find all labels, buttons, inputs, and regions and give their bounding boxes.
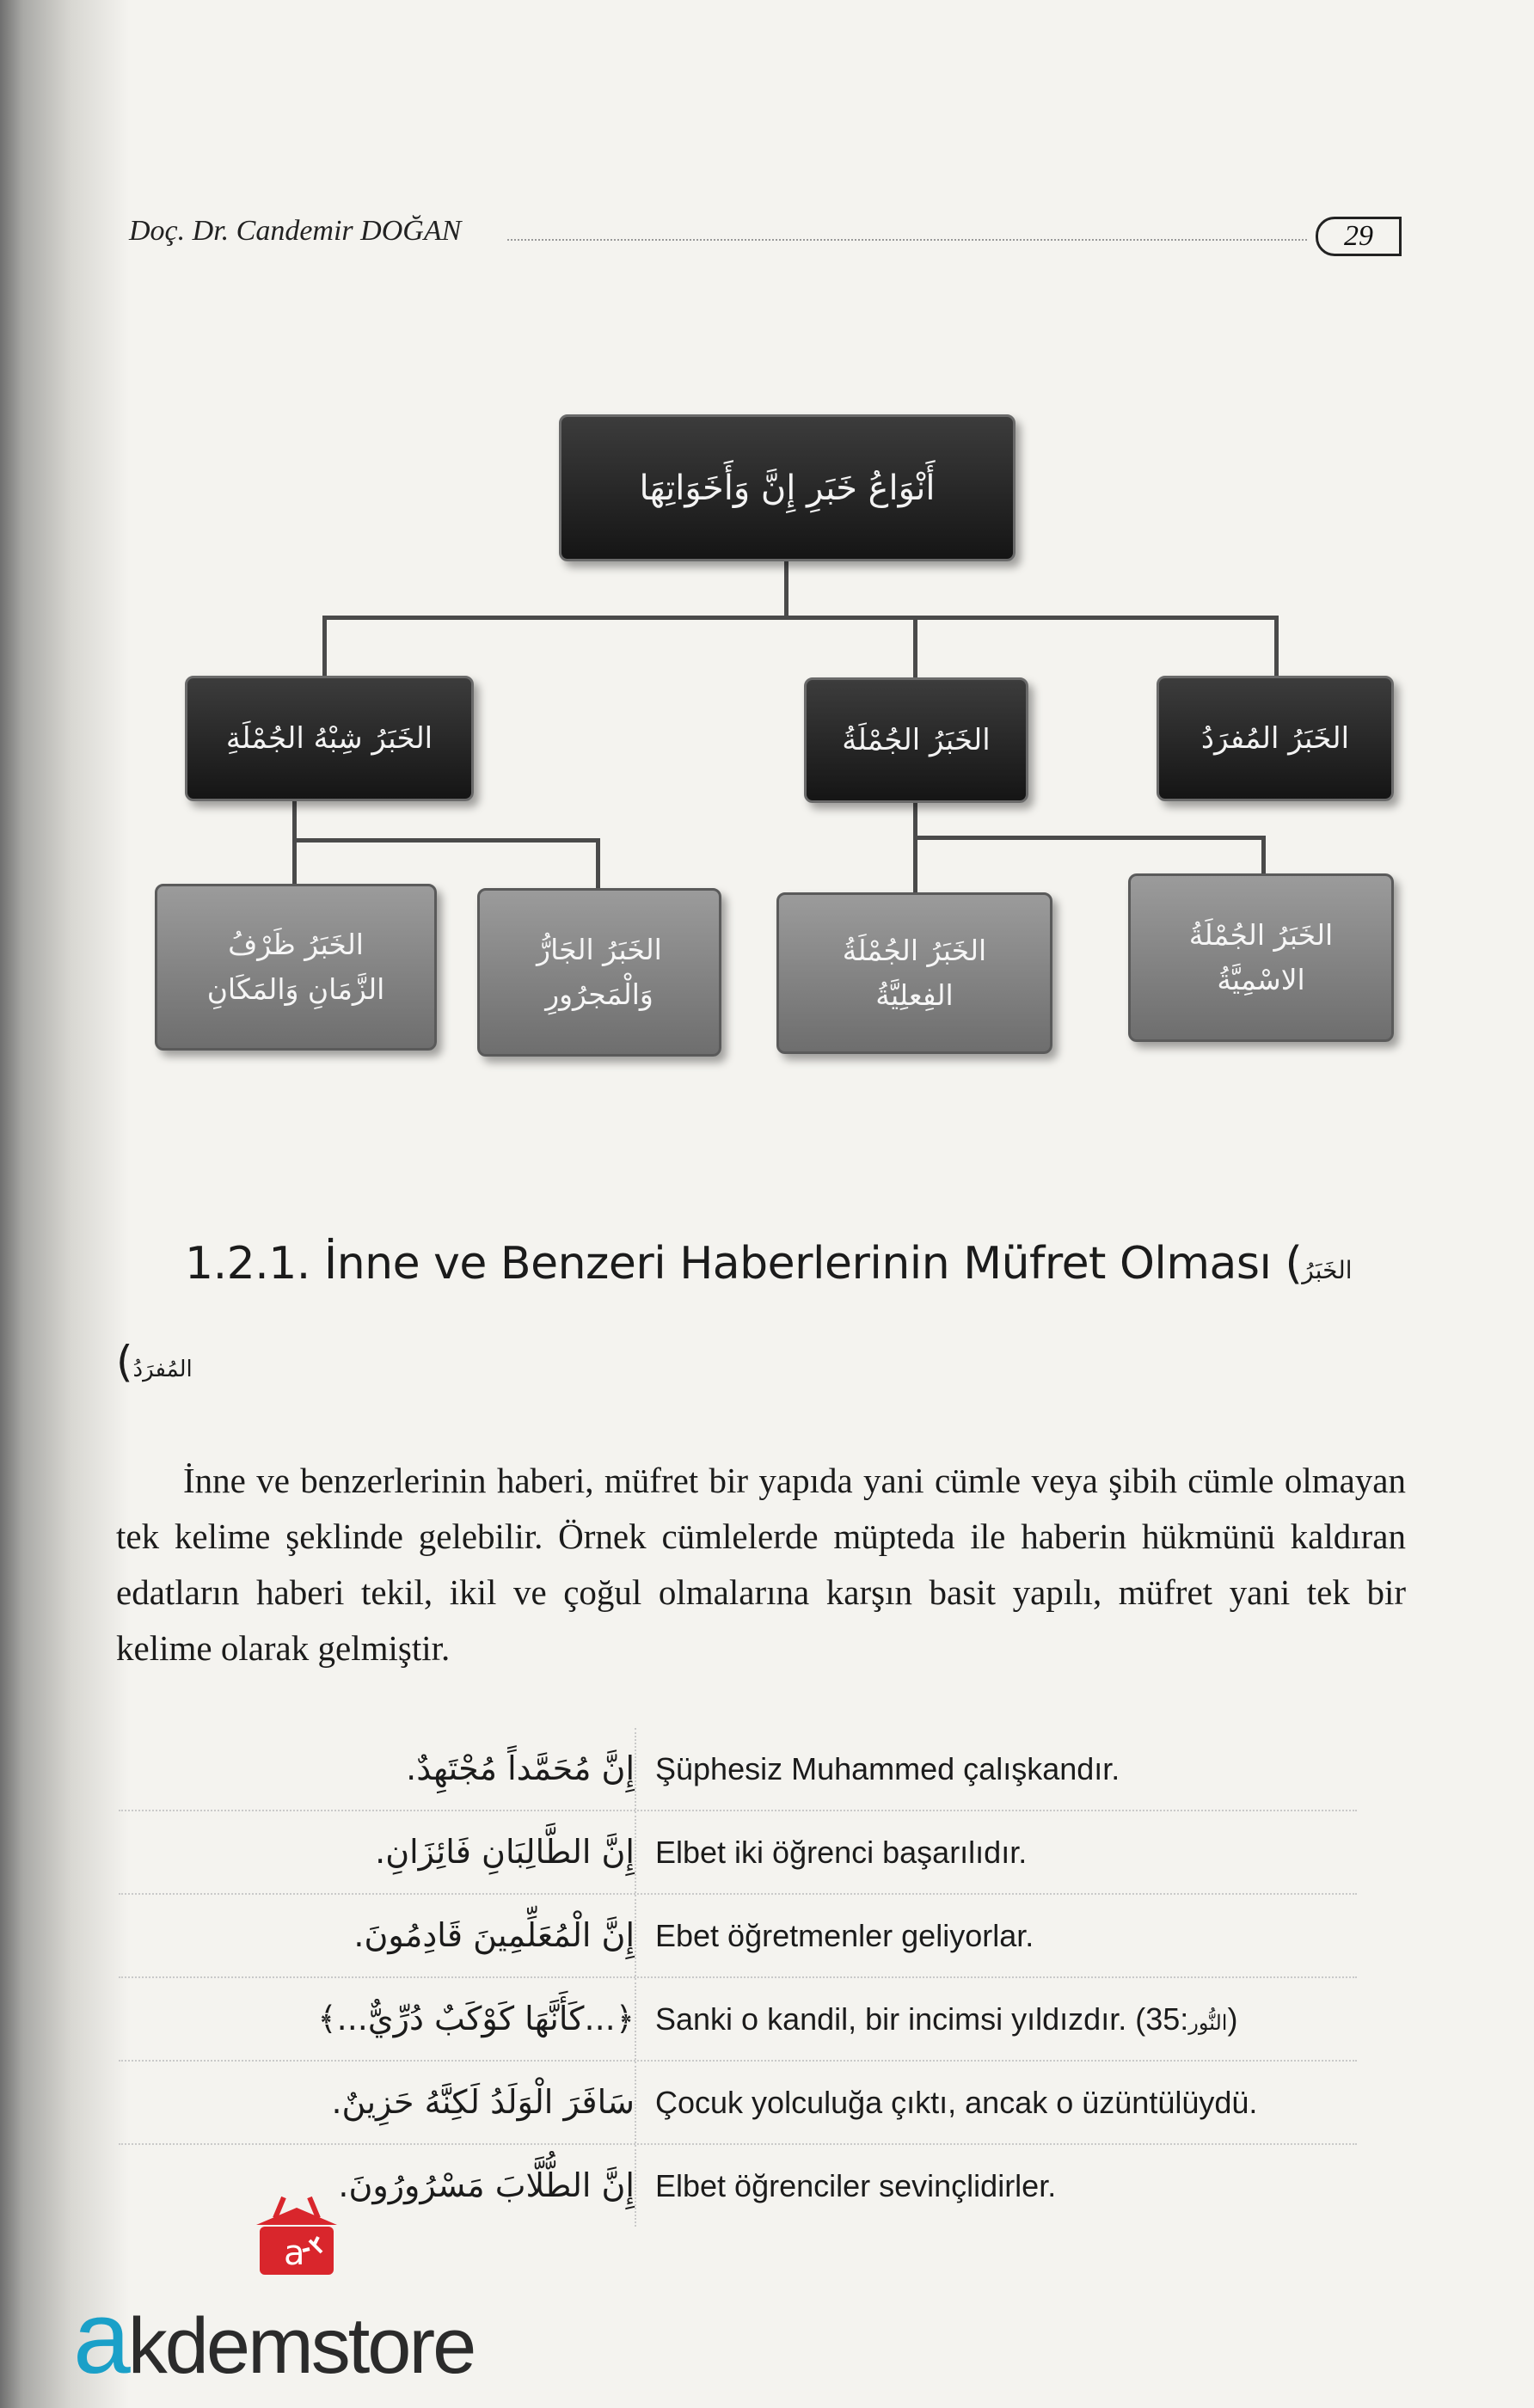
jar-line2: وَالْمَجرُورِ [545,977,653,1011]
connector-root-down [784,559,788,619]
header-dotted-rule [507,239,1307,241]
example-row [119,1895,1357,1978]
watermark-letter-a: a [73,2280,128,2395]
quran-verse-number: :35) [1145,2001,1238,2037]
connector-to-jumla [913,616,917,677]
section-heading-close: ) [116,1337,133,1387]
example-translation-text: Sanki o kandil, bir incimsi yıldızdır. ( [655,2001,1146,2037]
example-translation: Ebet öğretmenler geliyorlar. [635,1895,1357,1976]
example-row [119,2062,1357,2145]
connector-jumla-bar [913,836,1266,840]
example-translation [635,1978,1357,2060]
diagram-box-mufrad: الخَبَرُ المُفرَدُ [1157,676,1394,801]
page-number: 29 [1316,217,1402,256]
book-basket-logo-icon [249,2192,344,2278]
examples-table [119,1728,1357,2227]
connector-shibh-down [292,800,297,841]
section-heading-arabic-2: المُفرَدُ [132,1357,193,1382]
connector-to-zarf [292,838,297,885]
section-heading-continuation [116,1337,193,1387]
connector-to-mufrad [1274,616,1279,677]
diagram-root-box: أَنْوَاعُ خَبَرِ إِنَّ وَأَخَوَاتِهَا [559,414,1016,561]
example-arabic: ﴿...كَأَنَّهَا كَوْكَبٌ دُرِّيٌّ...﴾ [317,2000,635,2037]
example-row [119,1811,1357,1895]
diagram-box-jumla: الخَبَرُ الجُمْلَةُ [804,677,1028,803]
example-translation: Şüphesiz Muhammed çalışkandır. [635,1728,1357,1810]
running-header-author: Doç. Dr. Candemir DOĞAN [129,215,462,247]
section-heading-text: 1.2.1. İnne ve Benzeri Haberlerinin Müfret Olması ( [185,1238,1303,1290]
diagram-box-jar-majrur [477,888,721,1057]
example-translation: Elbet iki öğrenci başarılıdır. [635,1811,1357,1893]
filiyya-line2: الفِعلِيَّةُ [875,978,954,1012]
section-heading-arabic-1: الخَبَرُ [1302,1256,1353,1284]
connector-to-jar [596,838,600,890]
ismiyya-line2: الاسْمِيَّةُ [1217,963,1305,996]
example-arabic: سَافَرَ الْوَلَدُ لَكِنَّهُ حَزِينٌ. [331,2083,635,2121]
example-translation: Çocuk yolculuğa çıktı, ancak o üzüntülüydü. [635,2062,1357,2143]
example-arabic: إِنَّ الطُّلَّابَ مَسْرُورُونَ. [338,2166,635,2204]
zarf-line1: الخَبَرُ ظَرْفُ [228,928,364,961]
example-row [119,1728,1357,1811]
connector-level1-bar [322,616,1279,620]
svg-text:a: a [284,2233,305,2273]
connector-to-shibh [322,616,327,677]
example-arabic: إِنَّ الْمُعَلِّمِينَ قَادِمُونَ. [353,1916,635,1954]
quran-surah-reference: النُّور [1188,2012,1228,2035]
section-heading [185,1238,1353,1290]
connector-to-ismiyya [1261,836,1266,875]
body-paragraph: İnne ve benzerlerinin haberi, müfret bir yapıda yani cümle veya şibih cümle olmayan tek kelime şeklinde gelebilir. Örnek cümlelerde müpteda ile haberin hükmünü kaldıran edatların haberi tekil, ikil ve çoğul olmalarına karşın basit yapılı, müfret yani tek bir kelime olarak gelmiştir. [116,1461,1406,1668]
akdemstore-watermark [73,2278,474,2397]
connector-to-filiyya [913,836,917,894]
connector-jumla-down [913,800,917,841]
diagram-box-zarf [155,884,437,1051]
ismiyya-line1: الخَبَرُ الجُمْلَةُ [1188,918,1334,952]
diagram-box-ismiyya [1128,873,1394,1042]
connector-shibh-bar [292,838,600,842]
example-row [119,1978,1357,2062]
zarf-line2: الزَّمَانِ وَالمَكَانِ [206,972,385,1006]
watermark-wordmark: kdemstore [127,2302,475,2390]
example-arabic: إِنَّ الطَّالِبَانِ فَائِزَانِ. [375,1833,635,1871]
diagram-box-filiyya [776,892,1052,1054]
filiyya-line1: الخَبَرُ الجُمْلَةُ [842,934,987,967]
example-arabic: إِنَّ مُحَمَّداً مُجْتَهِدٌ. [406,1749,635,1787]
diagram-box-shibh-jumla: الخَبَرُ شِبْهُ الجُمْلَةِ [185,676,474,801]
book-spine-shadow [0,0,129,2408]
jar-line1: الخَبَرُ الجَارُّ [537,933,662,966]
example-translation: Elbet öğrenciler sevinçlidirler. [635,2145,1357,2227]
